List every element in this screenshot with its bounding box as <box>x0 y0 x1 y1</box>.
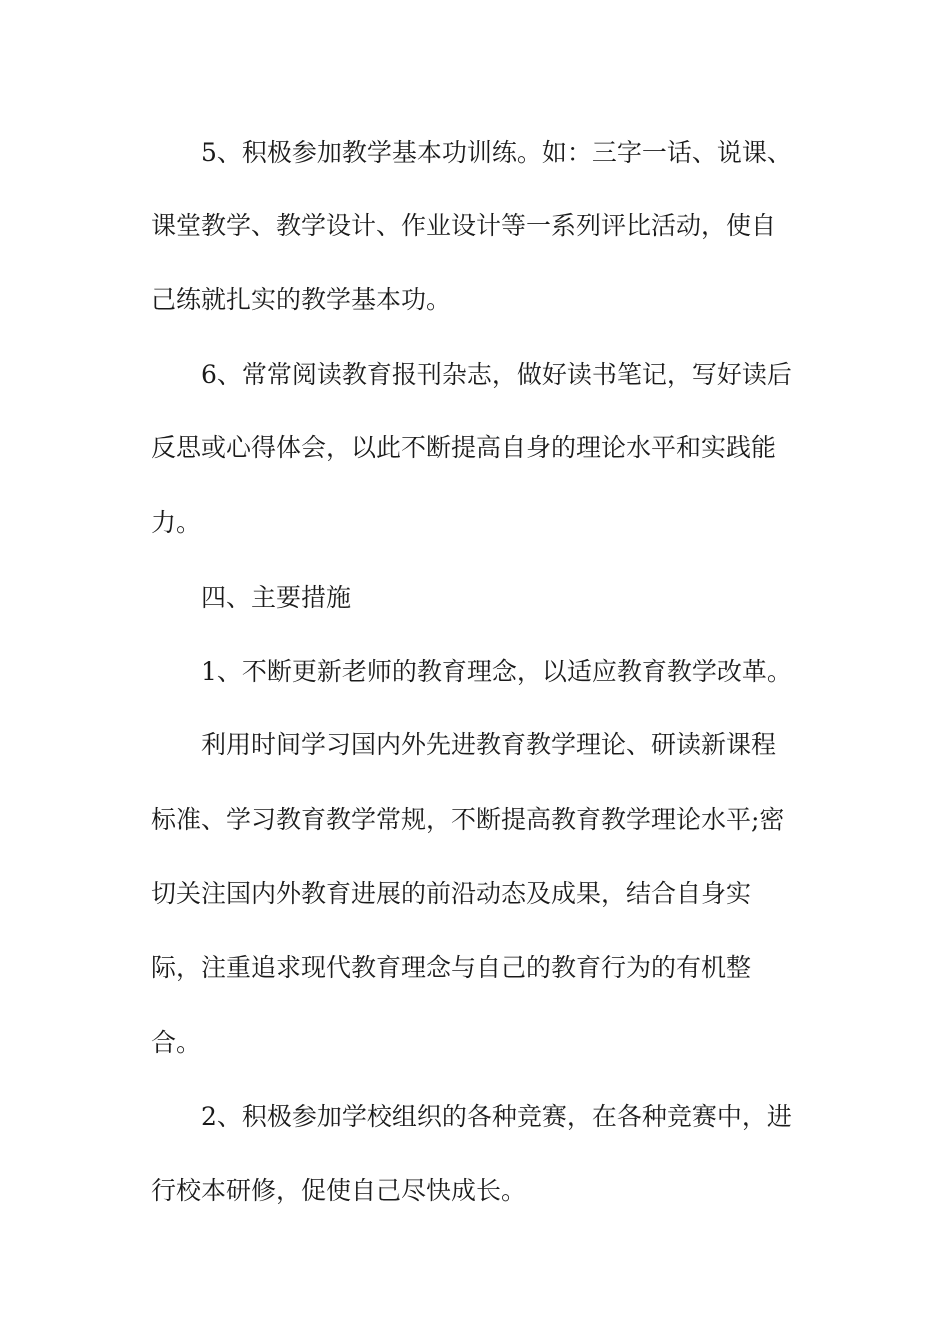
paragraph-line: 6、常常阅读教育报刊杂志，做好读书笔记，写好读后 <box>201 360 792 389</box>
paragraph-line: 利用时间学习国内外先进教育教学理论、研读新课程 <box>201 730 777 759</box>
paragraph-line: 标准、学习教育教学常规，不断提高教育教学理论水平;密 <box>151 805 785 834</box>
paragraph-line: 切关注国内外教育进展的前沿动态及成果，结合自身实 <box>151 879 752 908</box>
paragraph-line: 反思或心得体会，以此不断提高自身的理论水平和实践能 <box>151 433 777 462</box>
paragraph-line: 2、积极参加学校组织的各种竞赛，在各种竞赛中，进 <box>201 1102 792 1131</box>
paragraph-line: 5、积极参加教学基本功训练。如：三字一话、说课、 <box>201 138 792 167</box>
paragraph-line: 际，注重追求现代教育理念与自己的教育行为的有机整 <box>151 953 752 982</box>
paragraph-line: 行校本研修，促使自己尽快成长。 <box>151 1176 527 1205</box>
paragraph-line: 1、不断更新老师的教育理念，以适应教育教学改革。 <box>201 657 792 686</box>
section-heading: 四、主要措施 <box>201 583 352 612</box>
paragraph-line: 力。 <box>151 508 202 537</box>
paragraph-line: 合。 <box>151 1028 202 1057</box>
paragraph-line: 课堂教学、教学设计、作业设计等一系列评比活动，使自 <box>151 211 777 240</box>
paragraph-line: 己练就扎实的教学基本功。 <box>151 285 452 314</box>
